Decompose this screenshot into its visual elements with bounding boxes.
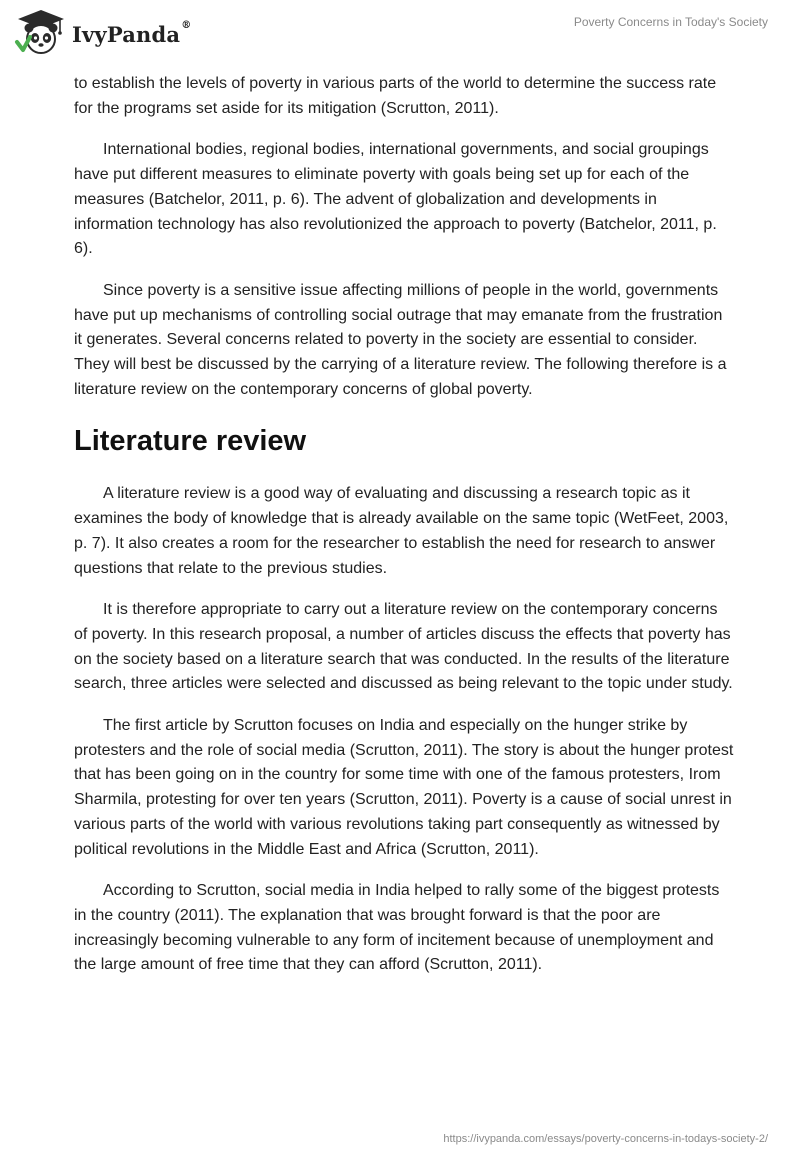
page-header (0, 0, 800, 70)
paragraph-5: It is therefore appropriate to carry out a literature review on the contemporary concerns of poverty. In this research proposal, a number of articles discuss the effects that poverty has on the society based on a literature search that was conducted. In the results of the literature search, three articles were selected and discussed as being relevant to the topic under study. (74, 601, 733, 693)
paragraph-7: According to Scrutton, social media in India helped to rally some of the biggest protests in the country (2011). The explanation that was brought forward is that the poor are increasingly becoming vulnerable to any form of incitement because of unemployment and the large amount of free time that they can afford (Scrutton, 2011). (74, 882, 720, 974)
brand-name: IvyPanda® (72, 19, 192, 47)
paragraph-4: A literature review is a good way of evaluating and discussing a research topic as it examines the body of knowledge that is already available on the same topic (WetFeet, 2003, p. 7). It also creates a room for the researcher to establish the need for research to answer questions that relate to the previous studies. (74, 485, 729, 577)
paragraph-6: The first article by Scrutton focuses on India and especially on the hunger strike by protesters and the role of social media (Scrutton, 2011). The story is about the hunger protest that has been going on in the country for some time with one of the famous protesters, Irom Sharmila, protesting for over ten years (Scrutton, 2011). Poverty is a cause of social unrest in various parts of the world with various revolutions taking part consequently as witnessed by political revolutions in the Middle East and Africa (Scrutton, 2011). (74, 717, 734, 858)
panda-logo-icon (14, 8, 68, 58)
essay-content (74, 72, 734, 995)
brand-logo[interactable] (14, 8, 191, 58)
paragraph-1: to establish the levels of poverty in various parts of the world to determine the success rate for the programs set aside for its mitigation (Scrutton, 2011). (74, 75, 717, 117)
source-url-link[interactable]: https://ivypanda.com/essays/poverty-concerns-in-todays-society-2/ (443, 1133, 768, 1145)
brand-registered-mark: ® (181, 19, 192, 31)
paragraph-2: International bodies, regional bodies, international governments, and social groupings have put different measures to eliminate poverty with goals being set up for each of the measures (Batchelor, 2011, p. 6). The advent of globalization and developments in information technology has also revolutionized the approach to poverty (Batchelor, 2011, p. 6). (74, 141, 717, 258)
section-heading-literature-review: Literature review (74, 425, 307, 458)
paragraph-3: Since poverty is a sensitive issue affecting millions of people in the world, governments have put up mechanisms of controlling social outrage that may emanate from the frustration it generates. Several concerns related to poverty in the society are essential to consider. They will best be discussed by the carrying of a literature review. The following therefore is a literature review on the contemporary concerns of global poverty. (74, 281, 727, 398)
document-title: Poverty Concerns in Today's Society (573, 15, 768, 29)
